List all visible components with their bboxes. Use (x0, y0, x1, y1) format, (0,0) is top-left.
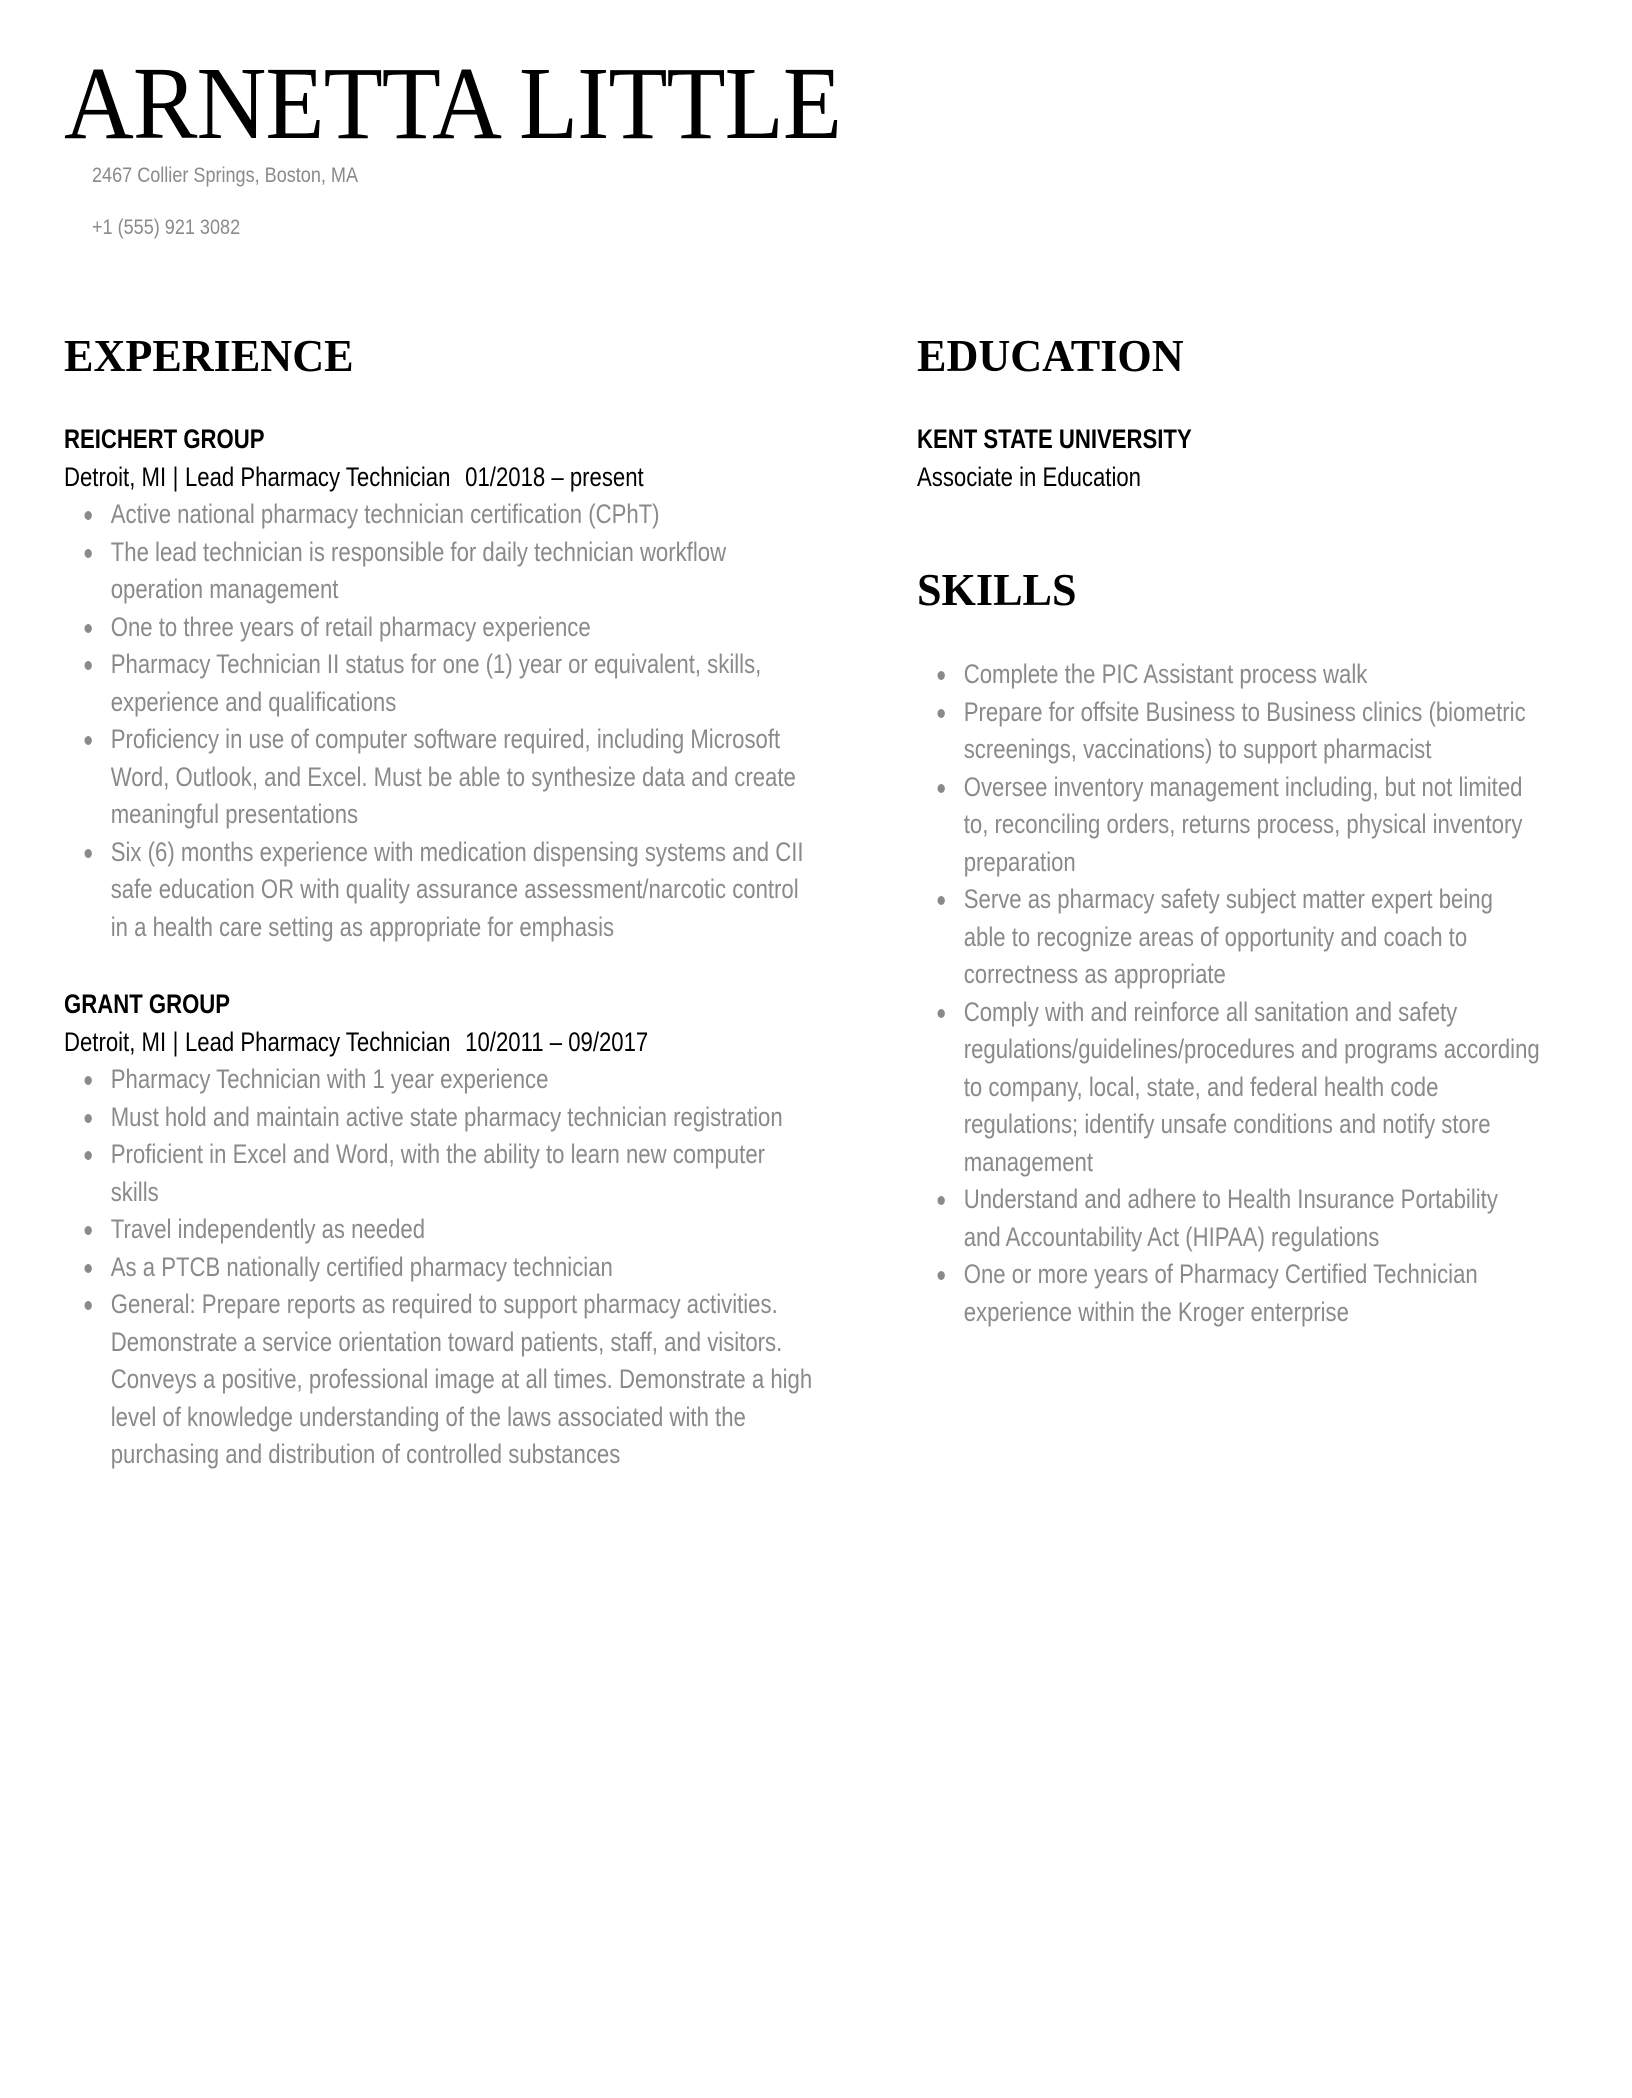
list-item (917, 694, 1540, 769)
list-item (917, 1181, 1540, 1256)
bullet-icon (938, 784, 945, 793)
bullet-text: Must hold and maintain active state pharmacy technician registration (110, 1101, 783, 1132)
bullet-text: One to three years of retail pharmacy experience (110, 611, 591, 642)
entry-job-title: Lead Pharmacy Technician (184, 462, 451, 492)
bullet-text: One or more years of Pharmacy Certified Technician experience within the Kroger enterprise (963, 1259, 1478, 1327)
bullet-text: Complete the PIC Assistant process walk (963, 659, 1368, 689)
bullet-icon (85, 661, 92, 670)
contact-address: 2467 Collier Springs, Boston, MA (92, 164, 359, 187)
experience-entry (64, 985, 884, 1474)
bullet-text: Active national pharmacy technician certification (CPhT) (110, 499, 660, 529)
list-item (917, 994, 1540, 1182)
list-item (917, 1256, 1540, 1331)
skills-section (917, 562, 1557, 1331)
list-item (917, 656, 1540, 694)
candidate-name: ARNETTA LITTLE (64, 46, 841, 161)
bullet-text: Pharmacy Technician II status for one (1) year or equivalent, skills, experience and qualifications (110, 649, 762, 717)
list-item (64, 721, 818, 834)
bullet-text: Understand and adhere to Health Insurance Portability and Accountability Act (HIPAA) regulations (963, 1184, 1498, 1252)
bullet-icon (85, 549, 92, 558)
company-name: REICHERT GROUP (64, 424, 265, 454)
list-item (64, 534, 818, 609)
contact-phone: +1 (555) 921 3082 (92, 216, 241, 239)
education-heading: EDUCATION (917, 330, 1184, 381)
list-item (64, 609, 818, 647)
bullet-icon (938, 896, 945, 905)
bullet-text: As a PTCB nationally certified pharmacy technician (110, 1251, 613, 1282)
list-item (64, 1061, 818, 1099)
experience-section (64, 328, 884, 1474)
bullet-text: Pharmacy Technician with 1 year experience (110, 1064, 549, 1094)
bullet-text: The lead technician is responsible for daily technician workflow operation management (110, 536, 727, 604)
bullet-icon (85, 736, 92, 745)
entry-subtitle (64, 1023, 884, 1061)
education-section (917, 328, 1557, 496)
bullet-icon (938, 1009, 945, 1018)
entry-separator: | (172, 1027, 179, 1057)
bullet-text: Proficiency in use of computer software required, including Microsoft Word, Outlook, and Excel. Must be able to synthesize data and create meaningful presentations (110, 724, 796, 829)
bullet-text: Prepare for offsite Business to Business clinics (biometric screenings, vaccinations) to support pharmacist (963, 696, 1526, 764)
list-item (64, 1099, 818, 1137)
bullet-text: General: Prepare reports as required to support pharmacy activities. Demonstrate a service orientation toward patients, staff, and visitors. Conveys a positive, professional image at all times. Demonstrate a high level of knowledge understanding of the laws associated with the purchasing and distribution of controlled substances (110, 1289, 813, 1469)
bullet-icon (85, 1151, 92, 1160)
bullet-icon (85, 1264, 92, 1273)
entry-job-title: Lead Pharmacy Technician (184, 1027, 451, 1057)
right-column (917, 328, 1557, 1331)
bullet-text: Six (6) months experience with medication dispensing systems and CII safe education OR with quality assurance assessment/narcotic control in a health care setting as appropriate for emphasis (110, 836, 804, 942)
list-item (64, 1211, 818, 1249)
bullet-icon (85, 511, 92, 520)
bullet-text: Comply with and reinforce all sanitation and safety regulations/guidelines/procedures and programs according to company, local, state, and federal health code regulations; identify unsafe conditions and notify store management (963, 996, 1540, 1177)
bullet-icon (85, 624, 92, 633)
entry-subtitle (64, 458, 884, 496)
entry-location: Detroit, MI (64, 462, 167, 492)
bullet-icon (938, 1196, 945, 1205)
entry-bullet-list (64, 496, 818, 946)
bullet-text: Serve as pharmacy safety subject matter expert being able to recognize areas of opportunity and coach to correctness as appropriate (963, 884, 1493, 989)
bullet-icon (938, 709, 945, 718)
skills-bullet-list (917, 656, 1540, 1331)
entry-location: Detroit, MI (64, 1027, 167, 1057)
entry-dates: 01/2018 – present (465, 462, 644, 492)
bullet-icon (938, 1271, 945, 1280)
list-item (64, 646, 818, 721)
list-item (64, 1136, 818, 1211)
list-item (64, 496, 818, 534)
bullet-text: Oversee inventory management including, but not limited to, reconciling orders, returns process, physical inventory preparation (963, 771, 1523, 877)
list-item (64, 1286, 818, 1474)
school-name: KENT STATE UNIVERSITY (917, 424, 1192, 454)
bullet-icon (85, 1301, 92, 1310)
list-item (64, 834, 818, 947)
bullet-icon (85, 1226, 92, 1235)
bullet-icon (85, 1114, 92, 1123)
entry-separator: | (172, 462, 179, 492)
company-name: GRANT GROUP (64, 989, 231, 1019)
bullet-icon (85, 849, 92, 858)
entry-dates: 10/2011 – 09/2017 (465, 1027, 649, 1057)
entry-bullet-list (64, 1061, 818, 1474)
bullet-text: Proficient in Excel and Word, with the ability to learn new computer skills (110, 1139, 766, 1207)
experience-heading: EXPERIENCE (64, 330, 354, 381)
list-item (917, 769, 1540, 882)
skills-heading: SKILLS (917, 564, 1077, 615)
list-item (917, 881, 1540, 994)
list-item (64, 1249, 818, 1287)
bullet-text: Travel independently as needed (110, 1214, 426, 1244)
bullet-icon (938, 671, 945, 680)
bullet-icon (85, 1076, 92, 1085)
experience-entry (64, 420, 884, 946)
degree: Associate in Education (917, 462, 1142, 492)
